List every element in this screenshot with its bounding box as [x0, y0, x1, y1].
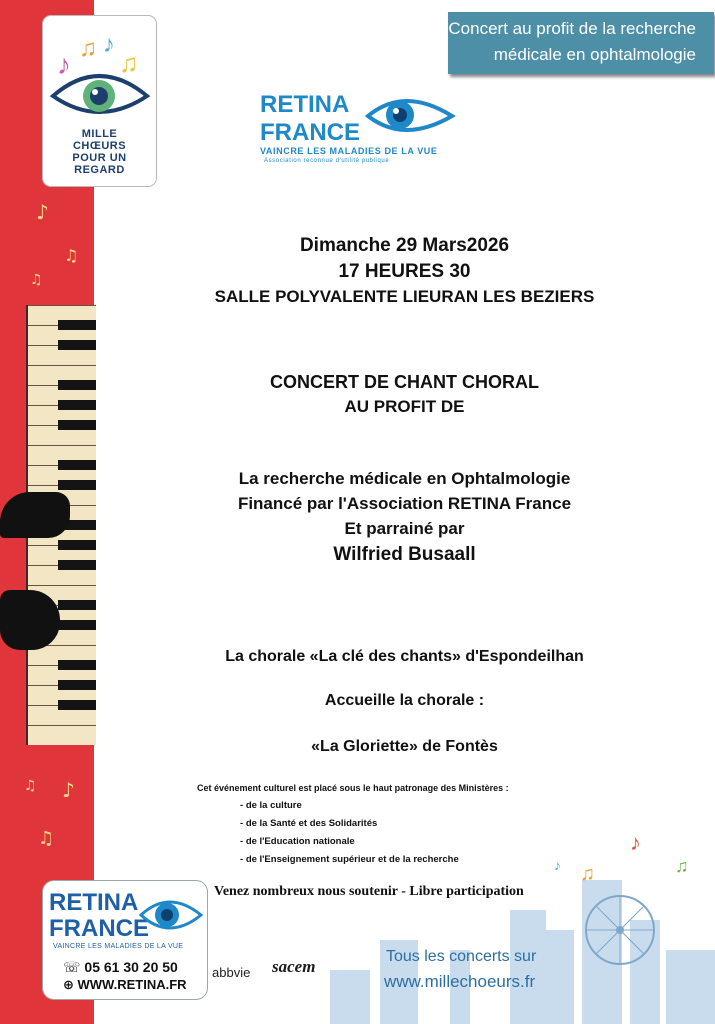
footer-website-link[interactable]: www.millechoeurs.fr: [384, 972, 536, 991]
logo-word-retina: RETINA: [260, 91, 350, 118]
beneficiary-line-1: La recherche médicale en Ophtalmologie: [238, 469, 571, 488]
mille-choeurs-logo: [42, 15, 157, 187]
hand-silhouette: [0, 492, 70, 538]
piano-key-line: [28, 585, 96, 586]
logo-text-line: POUR UN: [72, 152, 127, 164]
svg-text:♪: ♪: [630, 830, 641, 855]
piano-black-key: [58, 460, 96, 470]
banner-line-2: médicale en ophtalmologie: [493, 45, 696, 64]
retina-france-contact-box: [42, 880, 208, 1000]
ministry-item: - de l'Education nationale: [240, 836, 355, 847]
music-note-icon: ♫: [24, 778, 37, 794]
piano-black-key: [58, 700, 96, 710]
svg-text:♫: ♫: [675, 856, 689, 876]
svg-text:♪: ♪: [57, 49, 71, 80]
logo-subtext: Association reconnue d'utilité publique: [264, 158, 390, 164]
piano-key-line: [28, 305, 96, 306]
piano-black-key: [58, 620, 96, 630]
footer-text: Tous les concerts sur: [386, 948, 537, 965]
logo-text-line: REGARD: [74, 164, 125, 176]
event-time: 17 HEURES 30: [338, 261, 471, 282]
svg-text:♪: ♪: [103, 31, 115, 58]
website-link[interactable]: ⊕ WWW.RETINA.FR: [63, 977, 187, 992]
svg-text:♫: ♫: [580, 863, 595, 885]
call-to-action: Venez nombreux nous soutenir - Libre participation: [214, 884, 524, 899]
piano-black-key: [58, 320, 96, 330]
piano-black-key: [58, 600, 96, 610]
logo-text-line: CHŒURS: [72, 140, 127, 152]
piano-black-key: [58, 400, 96, 410]
sponsor-name: Wilfried Busaall: [333, 544, 476, 565]
piano-black-key: [58, 480, 96, 490]
event-venue: SALLE POLYVALENTE LIEURAN LES BEZIERS: [214, 287, 595, 306]
music-note-icon: ♫: [30, 272, 43, 288]
concert-subtitle: AU PROFIT DE: [344, 397, 465, 416]
hand-silhouette: [0, 590, 60, 650]
abbvie-logo: abbvie: [212, 965, 251, 980]
ministry-item: - de l'Enseignement supérieur et de la recherche: [240, 854, 459, 865]
music-note-icon: ♫: [64, 246, 79, 265]
svg-text:♫: ♫: [119, 48, 139, 78]
eye-icon: [364, 86, 456, 144]
header-banner: [448, 12, 714, 74]
logo-tagline: VAINCRE LES MALADIES DE LA VUE: [260, 146, 438, 156]
beneficiary-line-2: Financé par l'Association RETINA France: [237, 494, 572, 513]
phone-number: ☏ 05 61 30 20 50: [63, 959, 178, 975]
banner-line-1: Concert au profit de la recherche: [448, 19, 696, 38]
piano-key-line: [28, 365, 96, 366]
ministry-item: - de la Santé et des Solidarités: [240, 818, 378, 829]
piano-black-key: [58, 560, 96, 570]
logo-word-france: FRANCE: [260, 119, 360, 146]
logo-word-retina: RETINA: [49, 889, 139, 916]
retina-france-logo: [260, 82, 460, 172]
logo-word-france: FRANCE: [49, 915, 149, 942]
piano-black-key: [58, 680, 96, 690]
piano-key-line: [28, 445, 96, 446]
piano-key-line: [28, 725, 96, 726]
beneficiary-line-3: Et parrainé par: [344, 519, 465, 538]
welcomes-text: Accueille la chorale :: [324, 692, 485, 709]
piano-black-key: [58, 420, 96, 430]
event-date: Dimanche 29 Mars2026: [299, 235, 510, 256]
eye-icon: [139, 889, 203, 941]
piano-black-key: [58, 540, 96, 550]
logo-text-line: MILLE: [81, 128, 118, 140]
music-note-icon: ♫: [38, 828, 55, 849]
piano-black-key: [58, 380, 96, 390]
music-note-icon: ♪: [36, 200, 49, 224]
sacem-logo: sacem: [272, 957, 316, 976]
logo-tagline: VAINCRE LES MALADIES DE LA VUE: [53, 943, 184, 950]
music-note-icon: ♪: [62, 778, 75, 802]
guest-choir: «La Gloriette» de Fontès: [311, 738, 498, 755]
eye-music-logo-icon: [43, 16, 156, 128]
concert-title: CONCERT DE CHANT CHORAL: [270, 372, 539, 392]
piano-black-key: [58, 340, 96, 350]
svg-text:♫: ♫: [79, 35, 97, 62]
patronage-intro: Cet événement culturel est placé sous le haut patronage des Ministères :: [197, 783, 509, 793]
svg-text:♪: ♪: [554, 857, 561, 873]
piano-black-key: [58, 660, 96, 670]
host-choir: La chorale «La clé des chants» d'Espondeilhan: [225, 648, 584, 665]
ministry-item: - de la culture: [240, 800, 302, 811]
city-skyline-illustration: [330, 820, 715, 1024]
